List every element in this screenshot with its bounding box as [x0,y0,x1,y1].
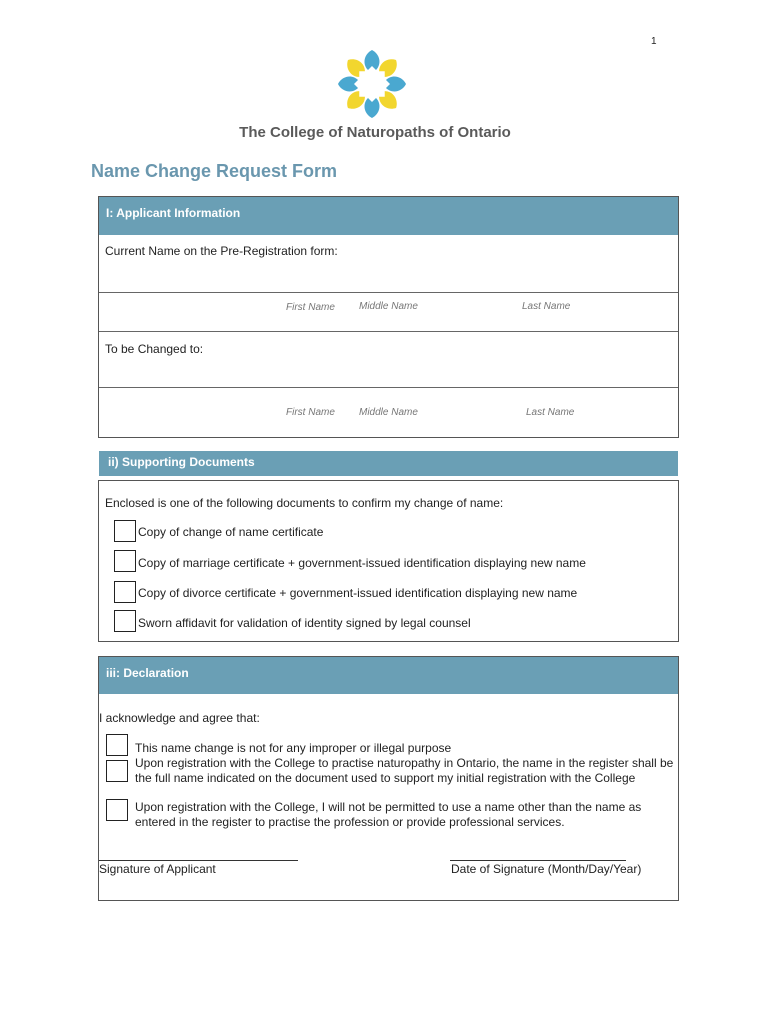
new-last-name-caption: Last Name [526,407,575,418]
organization-name: The College of Naturopaths of Ontario [239,124,511,141]
marriage-certificate-checkbox[interactable] [114,550,136,572]
declaration-checkbox-2[interactable] [106,760,128,782]
declaration-checkbox-1[interactable] [106,734,128,756]
option-label: Sworn affidavit for validation of identity signed by legal counsel [138,616,471,630]
divorce-certificate-checkbox[interactable] [114,581,136,603]
section-divider [99,331,678,332]
supporting-docs-intro: Enclosed is one of the following documents to confirm my change of name: [105,496,504,510]
new-middle-name-caption: Middle Name [359,407,418,418]
college-logo-icon [336,48,408,120]
declaration-item: This name change is not for any improper or illegal purpose [135,741,452,755]
applicant-info-header [99,197,678,235]
logo-petal [343,55,368,80]
changed-to-label: To be Changed to: [105,342,204,356]
supporting-docs-header [99,451,678,476]
option-label: Copy of divorce certificate + government-issued identification displaying new name [138,586,578,600]
current-name-field[interactable] [99,292,678,293]
current-name-label: Current Name on the Pre-Registration form: [105,244,338,258]
new-name-field[interactable] [99,387,678,388]
sworn-affidavit-checkbox[interactable] [114,610,136,632]
logo-petal [338,77,358,92]
logo-petal [377,55,402,80]
current-first-name-caption: First Name [286,302,335,313]
logo-petal [386,77,406,92]
current-middle-name-caption: Middle Name [359,301,418,312]
current-last-name-caption: Last Name [522,301,571,312]
declaration-header [99,657,678,694]
supporting-docs-header-label: ii) Supporting Documents [108,455,255,469]
applicant-info-header-label: I: Applicant Information [106,206,241,220]
form-title: Name Change Request Form [91,161,338,181]
signature-label: Signature of Applicant [99,862,216,876]
declaration-checkbox-3[interactable] [106,799,128,821]
declaration-header-label: iii: Declaration [106,666,189,680]
new-first-name-caption: First Name [286,407,335,418]
signature-line[interactable] [99,860,298,861]
declaration-intro: I acknowledge and agree that: [99,711,260,725]
change-of-name-checkbox[interactable] [114,520,136,542]
logo-petal [343,89,368,114]
option-label: Copy of marriage certificate + government-issued identification displaying new name [138,556,586,570]
declaration-item: Upon registration with the College, I will not be permitted to use a name other than the name as entered in the register to practise the profession or provide professional services. [135,800,642,829]
logo-petal [377,89,402,114]
option-label: Copy of change of name certificate [138,525,324,539]
logo-petal [365,50,380,70]
logo-petal [365,98,380,118]
date-label: Date of Signature (Month/Day/Year) [451,862,642,876]
page-number: 1 [651,36,657,47]
declaration-item: Upon registration with the College to practise naturopathy in Ontario, the name in the register shall be the full name indicated on the document used to support my initial registration with the College [135,756,674,785]
date-line[interactable] [450,860,626,861]
